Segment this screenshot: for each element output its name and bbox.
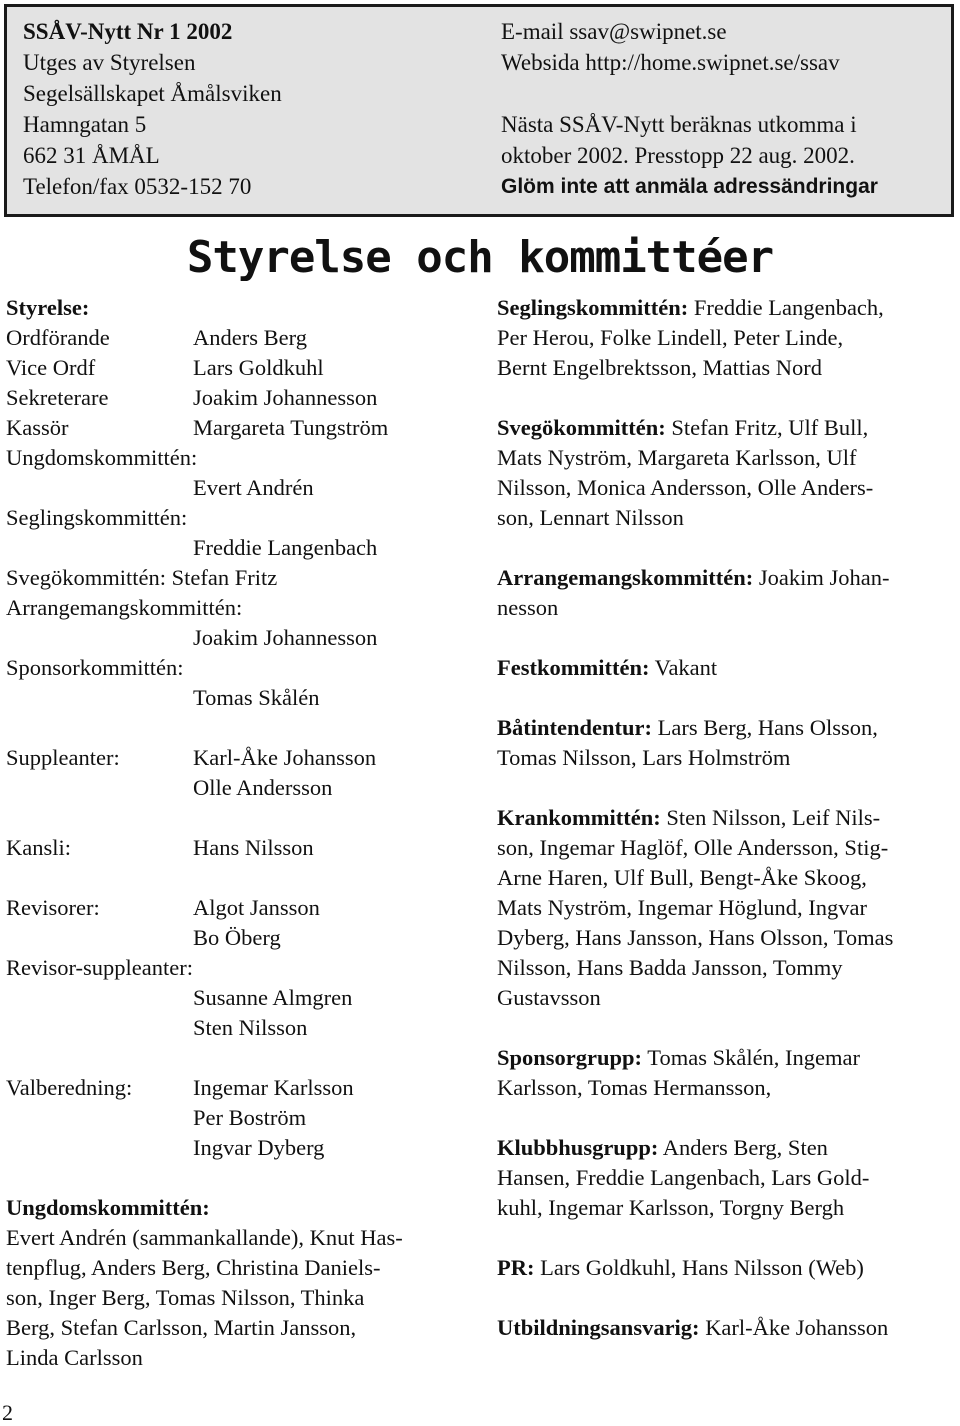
education-label: Utbildningsansvarig:: [497, 1315, 700, 1340]
chair-name: Anders Berg: [193, 325, 307, 350]
publisher: Utges av Styrelsen: [23, 50, 196, 75]
boats-committee: [497, 713, 878, 773]
boats-committee-members: Lars Berg, Hans Olsson,: [652, 715, 878, 740]
crane-committee-members: son, Ingemar Haglöf, Olle Andersson, Stig-: [497, 835, 889, 860]
youth-committee-line: tenpflug, Anders Berg, Christina Daniels-: [6, 1255, 381, 1280]
next-issue-line-1: Nästa SSÅV-Nytt beräknas utkomma i: [501, 112, 857, 137]
postal-address: 662 31 ÅMÅL: [23, 143, 160, 168]
youth-committee-line: Berg, Stefan Carlsson, Martin Jansson,: [6, 1315, 357, 1340]
clubhouse-group-members: Hansen, Freddie Langenbach, Lars Gold-: [497, 1165, 870, 1190]
crane-committee-members: Arne Haren, Ulf Bull, Bengt-Åke Skoog,: [497, 865, 867, 890]
secretary-role: Sekreterare: [6, 385, 109, 410]
sponsor-group-members: Tomas Skålén, Ingemar: [642, 1045, 861, 1070]
deputies-label: Suppleanter:: [6, 745, 120, 770]
crane-committee-members: Sten Nilsson, Leif Nils-: [660, 805, 881, 830]
party-committee-label: Festkommittén:: [497, 655, 650, 680]
sponsor-group: [497, 1043, 860, 1103]
pr-label: PR:: [497, 1255, 535, 1280]
crane-committee-members: Gustavsson: [497, 985, 601, 1010]
nomination-3: Ingvar Dyberg: [193, 1135, 325, 1160]
auditor-deputy-2: Sten Nilsson: [193, 1015, 308, 1040]
svego-committee-members: son, Lennart Nilsson: [497, 505, 684, 530]
page-title: Styrelse och kommittéer: [186, 232, 774, 283]
phone-fax: Telefon/fax 0532-152 70: [23, 174, 252, 199]
clubhouse-group-label: Klubbhusgrupp:: [497, 1135, 659, 1160]
youth-committee-heading: Ungdomskommittén:: [6, 1195, 210, 1220]
club-name: Segelsällskapet Åmålsviken: [23, 81, 282, 106]
crane-committee-members: Dyberg, Hans Jansson, Hans Olsson, Tomas: [497, 925, 894, 950]
youth-committee-line: Linda Carlsson: [6, 1345, 143, 1370]
svego-committee-members: Nilsson, Monica Andersson, Olle Anders-: [497, 475, 874, 500]
crane-committee-members: Nilsson, Hans Badda Jansson, Tommy: [497, 955, 843, 980]
arrangements-committee-members: nesson: [497, 595, 559, 620]
arrangements-label: Arrangemangskommittén:: [6, 595, 243, 620]
vice-role: Vice Ordf: [6, 355, 96, 380]
sailing-committee-label: Seglingskommittén:: [497, 295, 689, 320]
treasurer-role: Kassör: [6, 415, 69, 440]
svego-committee-members: Mats Nyström, Margareta Karlsson, Ulf: [497, 445, 857, 470]
board-heading: Styrelse:: [6, 295, 90, 320]
next-issue-line-2: oktober 2002. Presstopp 22 aug. 2002.: [501, 143, 855, 168]
auditor-1: Algot Jansson: [193, 895, 320, 920]
crane-committee: [497, 803, 893, 1013]
sponsor-label: Sponsorkommittén:: [6, 655, 184, 680]
office-name: Hans Nilsson: [193, 835, 314, 860]
youth-label: Ungdomskommittén:: [6, 445, 198, 470]
arrangements-name: Joakim Johannesson: [193, 625, 378, 650]
sponsor-group-label: Sponsorgrupp:: [497, 1045, 643, 1070]
auditor-deputy-1: Susanne Almgren: [193, 985, 353, 1010]
deputy-2: Olle Andersson: [193, 775, 333, 800]
clubhouse-group-members: Anders Berg, Sten: [658, 1135, 828, 1160]
sailing-label: Seglingskommittén:: [6, 505, 188, 530]
sailing-committee: [497, 293, 884, 383]
nomination-2: Per Boström: [193, 1105, 307, 1130]
arrangements-committee: [497, 563, 889, 623]
sponsor-group-members: Karlsson, Tomas Hermansson,: [497, 1075, 772, 1100]
boats-committee-label: Båtintendentur:: [497, 715, 653, 740]
party-committee-members: Vakant: [649, 655, 718, 680]
crane-committee-label: Krankommittén:: [497, 805, 661, 830]
newsletter-issue: SSÅV-Nytt Nr 1 2002: [23, 19, 233, 44]
svego-line: Svegökommittén: Stefan Fritz: [6, 565, 278, 590]
sailing-committee-members: Freddie Langenbach,: [688, 295, 884, 320]
youth-committee-line: son, Inger Berg, Tomas Nilsson, Thinka: [6, 1285, 365, 1310]
crane-committee-members: Mats Nyström, Ingemar Höglund, Ingvar: [497, 895, 867, 920]
page-number: 2: [2, 1400, 13, 1425]
youth-name: Evert Andrén: [193, 475, 314, 500]
address-change-reminder: Glöm inte att anmäla adressändringar: [501, 175, 878, 198]
sailing-committee-members: Per Herou, Folke Lindell, Peter Linde,: [497, 325, 844, 350]
deputy-1: Karl-Åke Johansson: [193, 745, 377, 770]
pr-members: Lars Goldkuhl, Hans Nilsson (Web): [534, 1255, 864, 1280]
party-committee: [497, 653, 717, 683]
nomination-1: Ingemar Karlsson: [193, 1075, 354, 1100]
education-members: Karl-Åke Johansson: [699, 1315, 889, 1340]
email: E-mail ssav@swipnet.se: [501, 19, 727, 44]
education-group: [497, 1313, 888, 1343]
svego-committee-label: Svegökommittén:: [497, 415, 666, 440]
vice-name: Lars Goldkuhl: [193, 355, 324, 380]
sponsor-name: Tomas Skålén: [193, 685, 320, 710]
auditor-2: Bo Öberg: [193, 925, 281, 950]
pr-group: [497, 1253, 864, 1283]
auditors-label: Revisorer:: [6, 895, 100, 920]
clubhouse-group: [497, 1133, 869, 1223]
arrangements-committee-members: Joakim Johan-: [753, 565, 890, 590]
arrangements-committee-label: Arrangemangskommittén:: [497, 565, 754, 590]
auditor-deputies-label: Revisor-suppleanter:: [6, 955, 193, 980]
office-label: Kansli:: [6, 835, 71, 860]
street-address: Hamngatan 5: [23, 112, 147, 137]
secretary-name: Joakim Johannesson: [193, 385, 378, 410]
website: Websida http://home.swipnet.se/ssav: [501, 50, 840, 75]
boats-committee-members: Tomas Nilsson, Lars Holmström: [497, 745, 791, 770]
masthead-box: [4, 4, 954, 217]
chair-role: Ordförande: [6, 325, 110, 350]
svego-committee-members: Stefan Fritz, Ulf Bull,: [665, 415, 869, 440]
treasurer-name: Margareta Tungström: [193, 415, 389, 440]
sailing-committee-members: Bernt Engelbrektsson, Mattias Nord: [497, 355, 822, 380]
sailing-name: Freddie Langenbach: [193, 535, 378, 560]
nomination-label: Valberedning:: [6, 1075, 133, 1100]
clubhouse-group-members: kuhl, Ingemar Karlsson, Torgny Bergh: [497, 1195, 845, 1220]
svego-committee: [497, 413, 873, 533]
youth-committee-line: Evert Andrén (sammankallande), Knut Has-: [6, 1225, 403, 1250]
